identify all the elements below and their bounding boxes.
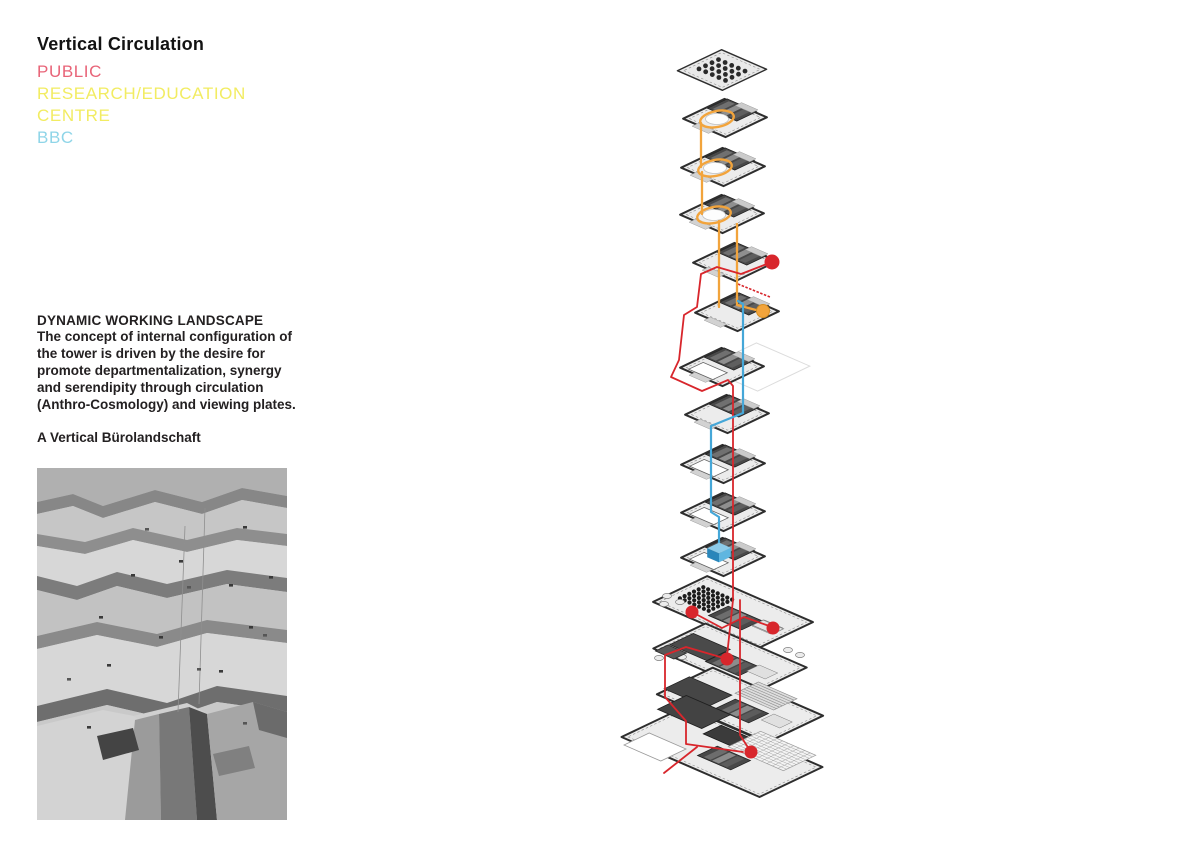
floor-plate bbox=[680, 348, 764, 386]
legend bbox=[37, 61, 246, 149]
floor-plate bbox=[657, 668, 823, 743]
floor-plate bbox=[685, 395, 769, 433]
public-circulation-path bbox=[692, 612, 772, 628]
bbc-circulation-path bbox=[711, 301, 743, 549]
floor-plate bbox=[681, 445, 765, 483]
legend-item-public: PUBLIC bbox=[37, 62, 103, 81]
page-title: Vertical Circulation bbox=[37, 34, 205, 54]
floor-plate bbox=[677, 50, 766, 91]
floor-plate bbox=[681, 148, 765, 186]
floor-plate bbox=[653, 576, 813, 648]
public-circulation-node bbox=[765, 255, 780, 270]
floor-plate bbox=[681, 493, 765, 531]
floor-plate bbox=[693, 243, 777, 281]
quarry-photo-svg bbox=[37, 468, 287, 820]
legend-item-centre: CENTRE bbox=[37, 106, 111, 125]
floor-plate bbox=[653, 624, 806, 693]
public-circulation-node bbox=[745, 746, 758, 759]
floor-plate bbox=[680, 195, 764, 233]
public-circulation-node bbox=[767, 622, 780, 635]
description-block bbox=[37, 313, 309, 445]
legend-item-bbc: BBC bbox=[37, 128, 74, 147]
public-circulation-path bbox=[740, 600, 749, 749]
research-circulation-node bbox=[757, 305, 770, 318]
legend-item-research-education: RESEARCH/EDUCATION bbox=[37, 84, 246, 103]
bbc-cube-node bbox=[707, 543, 731, 563]
description-note: A Vertical Bürolandschaft bbox=[37, 430, 201, 445]
floor-plate bbox=[695, 293, 779, 331]
header-block bbox=[37, 34, 246, 149]
research-circulation-path bbox=[737, 224, 756, 310]
description-heading: DYNAMIC WORKING LANDSCAPE bbox=[37, 313, 264, 328]
description-body: The concept of internal configuration of the tower is driven by the desire for promote departmentalization, synergy and serendipity through circulation (Anthro-Cosmology) and viewing plates. bbox=[37, 329, 296, 412]
floor-plate bbox=[622, 707, 823, 797]
public-circulation-node bbox=[686, 606, 699, 619]
floor-plate bbox=[681, 538, 765, 576]
public-circulation-path bbox=[671, 262, 772, 656]
floor-plate bbox=[683, 99, 767, 137]
public-circulation-path bbox=[664, 747, 697, 773]
public-circulation-node bbox=[721, 653, 734, 666]
public-circulation-path bbox=[665, 647, 743, 752]
quarry-photo bbox=[37, 468, 287, 820]
